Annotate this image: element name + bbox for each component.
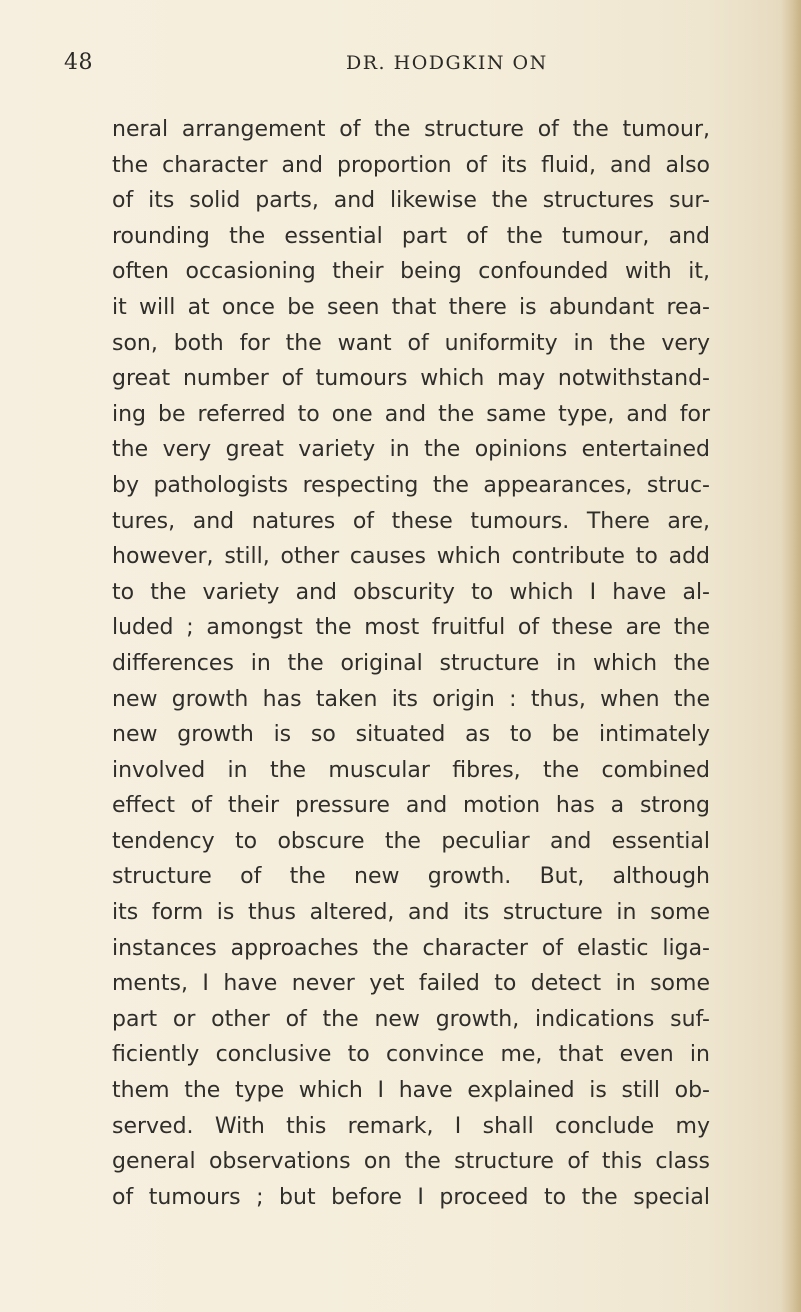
text-line: tures, and natures of these tumours. There are, <box>112 508 710 534</box>
text-line: to the variety and obscurity to which I have al- <box>112 579 710 605</box>
text-line: of tumours ; but before I proceed to the special <box>112 1184 710 1210</box>
text-line: son, both for the want of uniformity in the very <box>112 330 710 356</box>
running-head: DR. HODGKIN ON <box>346 52 548 74</box>
page-header <box>0 50 801 90</box>
text-line: it will at once be seen that there is abundant rea- <box>112 294 710 320</box>
text-line: structure of the new growth. But, although <box>112 864 710 890</box>
text-line: by pathologists respecting the appearances, struc- <box>112 472 710 498</box>
page-gutter-shadow <box>781 0 801 1312</box>
text-line: new growth is so situated as to be intimately <box>112 722 710 748</box>
text-line: great number of tumours which may notwithstand- <box>112 366 710 392</box>
text-line: luded ; amongst the most fruitful of these are the <box>112 615 710 641</box>
text-line: instances approaches the character of elastic liga- <box>112 935 710 961</box>
text-line: its form is thus altered, and its structure in some <box>112 900 710 926</box>
text-line: new growth has taken its origin : thus, when the <box>112 686 710 712</box>
body-text <box>112 112 710 1215</box>
page-number: 48 <box>64 50 93 75</box>
text-line: effect of their pressure and motion has a strong <box>112 793 710 819</box>
text-line: general observations on the structure of this class <box>112 1149 710 1175</box>
text-line: ficiently conclusive to convince me, that even in <box>112 1042 710 1068</box>
text-line: of its solid parts, and likewise the structures sur- <box>112 188 710 214</box>
text-line: the character and proportion of its fluid, and also <box>112 152 710 178</box>
text-line: often occasioning their being confounded with it, <box>112 259 710 285</box>
text-line: ing be referred to one and the same type, and for <box>112 401 710 427</box>
text-line: however, still, other causes which contribute to add <box>112 544 710 570</box>
text-line: them the type which I have explained is still ob- <box>112 1078 710 1104</box>
text-line: rounding the essential part of the tumour, and <box>112 223 710 249</box>
text-line: involved in the muscular fibres, the combined <box>112 757 710 783</box>
text-line: part or other of the new growth, indications suf- <box>112 1006 710 1032</box>
text-line: the very great variety in the opinions entertained <box>112 437 710 463</box>
text-line: ments, I have never yet failed to detect in some <box>112 971 710 997</box>
text-line: differences in the original structure in which the <box>112 650 710 676</box>
text-line: neral arrangement of the structure of the tumour, <box>112 117 710 142</box>
text-line: served. With this remark, I shall conclude my <box>112 1113 710 1139</box>
text-line: tendency to obscure the peculiar and essential <box>112 828 710 854</box>
